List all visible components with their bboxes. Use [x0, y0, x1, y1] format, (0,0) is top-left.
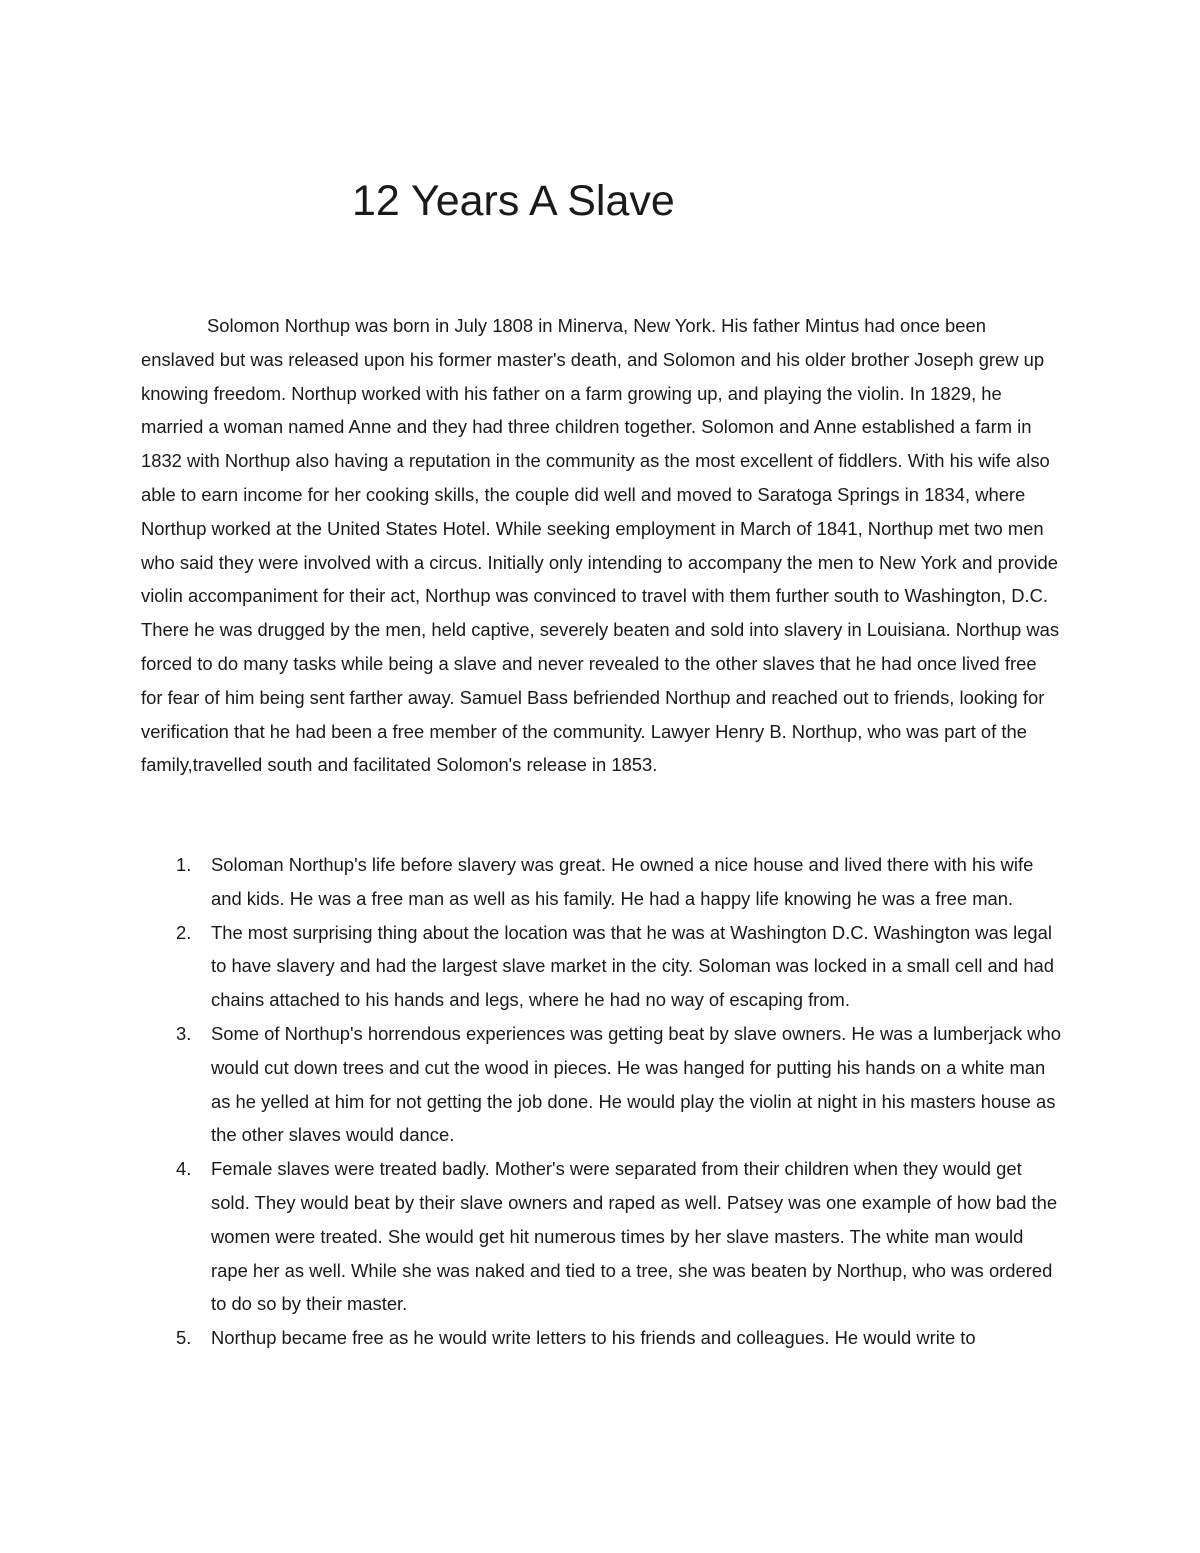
list-item-number: 2. [176, 921, 192, 943]
list-item-number: 1. [176, 854, 192, 875]
list-item [0, 1017, 1200, 1152]
list-item-text: Northup became free as he would write letters to his friends and colleagues. He would write to [211, 1327, 976, 1349]
list-item [0, 1152, 1200, 1321]
document-title: 12 Years A Slave [352, 177, 675, 225]
numbered-list [0, 848, 1200, 1355]
list-item [0, 916, 1200, 1017]
list-item-text: The most surprising thing about the location was that he was at Washington D.C. Washington was legal to have slavery and had the largest slave market in the city. Soloman was locked in a small cell and had chains attached to his hands and legs, where he had no way of escaping from. [211, 921, 1055, 1011]
list-item [0, 1321, 1200, 1355]
list-item-text: Some of Northup's horrendous experiences was getting beat by slave owners. He was a lumberjack who would cut down trees and cut the wood in pieces. He was hanged for putting his hands on a white man as he yelled at him for not getting the job done. He would play the violin at night in his masters house as the other slaves would dance. [211, 1022, 1061, 1146]
list-item [0, 848, 1200, 916]
list-item-text: Soloman Northup's life before slavery was great. He owned a nice house and lived there with his wife and kids. He was a free man as well as his family. He had a happy life knowing he was a free man. [211, 854, 1034, 909]
list-item-number: 4. [176, 1158, 192, 1180]
intro-paragraph: Solomon Northup was born in July 1808 in Minerva, New York. His father Mintus had once been enslaved but was released upon his former master's death, and Solomon and his older brother Joseph grew up knowing freedom. Northup worked with his father on a farm growing up, and playing the violin. In 1829, he married a woman named Anne and they had three children together. Solomon and Anne established a farm in 1832 with Northup also having a reputation in the community as the most excellent of fiddlers. With his wife also able to earn income for her cooking skills, the couple did well and moved to Saratoga Springs in 1834, where Northup worked at the United States Hotel. While seeking employment in March of 1841, Northup met two men who said they were involved with a circus. Initially only intending to accompany the men to New York and provide violin accompaniment for their act, Northup was convinced to travel with them further south to Washington, D.C. There he was drugged by the men, held captive, severely beaten and sold into slavery in Louisiana. Northup was forced to do many tasks while being a slave and never revealed to the other slaves that he had once lived free for fear of him being sent farther away. Samuel Bass befriended Northup and reached out to friends, looking for verification that he had been a free member of the community. Lawyer Henry B. Northup, who was part of the family,travelled south and facilitated Solomon's release in 1853. [141, 315, 1060, 776]
list-item-number: 3. [176, 1022, 192, 1044]
list-item-text: Female slaves were treated badly. Mother's were separated from their children when they would get sold. They would beat by their slave owners and raped as well. Patsey was one example of how bad the women were treated. She would get hit numerous times by her slave masters. The white man would rape her as well. While she was naked and tied to a tree, she was beaten by Northup, who was ordered to do so by their master. [211, 1158, 1058, 1315]
list-item-number: 5. [176, 1327, 192, 1349]
